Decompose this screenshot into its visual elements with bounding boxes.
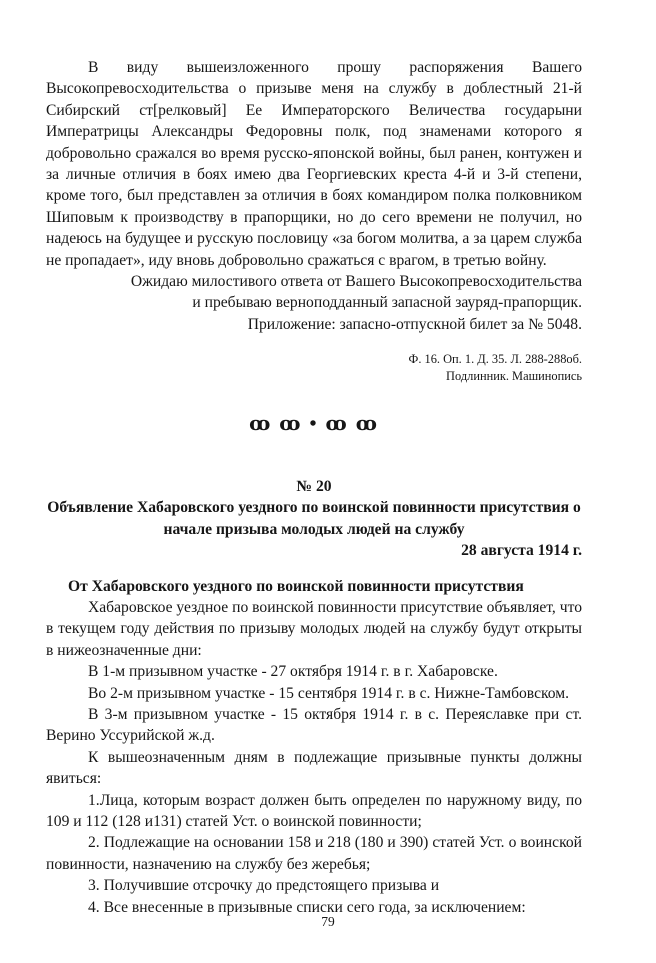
letter-closing-line2: и пребываю верноподданный запасной зауряд-прапорщик. bbox=[192, 294, 582, 312]
document-issuer: От Хабаровского уездного по воинской повинности присутствия bbox=[68, 577, 524, 595]
district-1: В 1-м призывном участке - 27 октября 1914 г. в г. Хабаровске. bbox=[88, 663, 498, 681]
document-number: № 20 bbox=[296, 478, 332, 496]
archive-reference: Ф. 16. Оп. 1. Д. 35. Л. 288-288об. bbox=[408, 352, 582, 367]
archive-source bbox=[46, 351, 582, 385]
letter-closing-line1: Ожидаю милостивого ответа от Вашего Высокопревосходительства bbox=[130, 273, 582, 291]
list-item-2: 2. Подлежащие на основании 158 и 218 (180 и 390) статей Уст. о воинской повинности, назначению на службу без жеребья; bbox=[46, 834, 582, 873]
list-item-1: 1.Лица, которым возраст должен быть определен по наружному виду, по 109 и 112 (128 и131) статей Уст. о воинской повинности; bbox=[46, 791, 582, 830]
letter-attachment: Приложение: запасно-отпускной билет за № 5048. bbox=[247, 315, 582, 333]
letter-paragraph: В виду вышеизложенного прошу распоряжения Вашего Высокопревосходительства о призыве меня на службу в доблестный 21-й Сибирский ст[релковый] Ее Императорского Величества государыни Императрицы Александры Федоровны полк, под знаменами которого я добровольно сражался во время русско-японской войны, был ранен, контужен и за личные отличия в боях имею два Георгиевских креста 4-й и 3-й степени, кроме того, был представлен за отличия в боях командиром полка полковником Шиповым к производству в прапорщики, но до сего времени не получил, но надеюсь на будущее и русскую пословицу «за богом молитва, а за царем служба не пропадает», иду вновь добровольно сражаться с врагом, в третью войну. bbox=[46, 59, 582, 269]
section-ornament: ꝏ ꝏ • ꝏ ꝏ bbox=[249, 413, 379, 436]
page-number: 79 bbox=[321, 914, 335, 929]
district-2: Во 2-м призывном участке - 15 сентября 1914 г. в с. Нижне-Тамбовском. bbox=[88, 684, 570, 702]
list-item-3: 3. Получившие отсрочку до предстоящего призыва и bbox=[88, 877, 440, 895]
document-date: 28 августа 1914 г. bbox=[461, 542, 582, 560]
district-3: В 3-м призывном участке - 15 октября 1914 г. в с. Переяславке при ст. Верино Уссурийской ж.д. bbox=[46, 705, 582, 745]
page-body bbox=[46, 57, 582, 918]
document-title: Объявление Хабаровского уездного по воинской повинности присутствия о начале призыва молодых людей на службу bbox=[47, 499, 581, 538]
list-item-4: 4. Все внесенные в призывные списки сего года, за исключением: bbox=[88, 898, 526, 916]
announcement-intro: Хабаровское уездное по воинской повинности присутствие объявляет, что в текущем году действия по призыву молодых людей на службу будут открыты в нижеозначенные дни: bbox=[46, 598, 582, 659]
archive-note: Подлинник. Машинопись bbox=[446, 369, 582, 384]
obligation-text: К вышеозначенным дням в подлежащие призывные пункты должны явиться: bbox=[46, 748, 582, 788]
